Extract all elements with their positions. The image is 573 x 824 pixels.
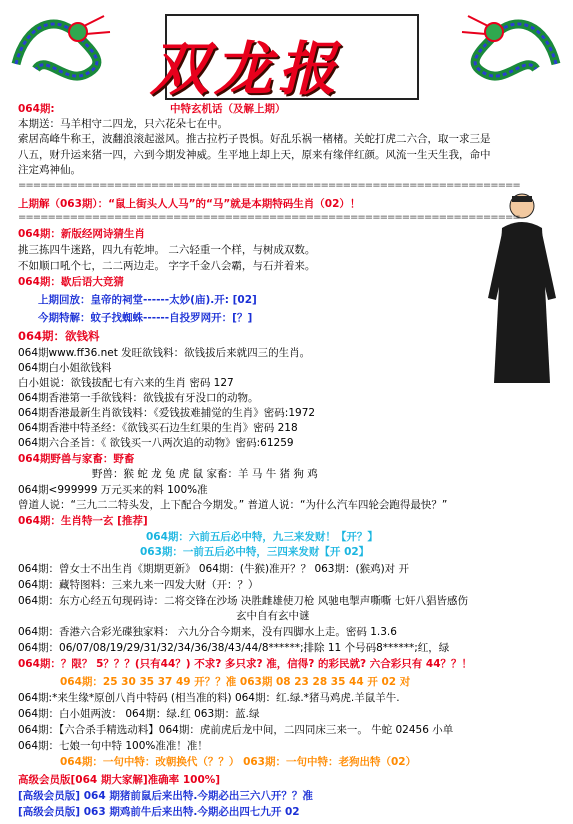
text-line: 曾道人说：“三九二二特头发，上下配合今期发。” 普道人说：“为什么汽车四轮会跑得最快？” bbox=[18, 499, 448, 511]
section-heading: 064期：歇后语大竞猜 bbox=[18, 276, 124, 288]
text-line: 064期<999999 万元买来的料 100%准 bbox=[18, 484, 208, 496]
text-line: 064期：【六合杀手精选动料】064期：虎前虎后龙中间，二四同床三来一。 牛蛇 02456 小单 bbox=[18, 724, 454, 736]
text-line: 八五，财升运来猪一四，六到今期发神威。生平地上却上天，原来有缘伴红颜。风流一生天生我，命中 bbox=[18, 149, 491, 161]
page-title: 双龙报 bbox=[150, 35, 343, 103]
text-line: 064期：曾女士不出生肖《期期更新》 064期：(牛猴)准开？？ 063期：(猴鸡)对 开 bbox=[18, 563, 410, 575]
text-line: 064期六合圣旨：《 欲钱买一八两次追的动物》密码:61259 bbox=[18, 437, 294, 449]
text-line: 064期香港中特圣经：《欲钱买石边生红果的生肖》密码 218 bbox=[18, 422, 298, 434]
section-heading: 064期：生肖特一玄 [推荐] bbox=[18, 515, 148, 527]
text-line: 064期：一句中特：改朝换代（？？） 063期：一句中特：老狗出特（02） bbox=[60, 756, 417, 768]
text-line: 064期香港最新生肖欲钱料：《爱钱拔难捕觉的生肖》密码:1972 bbox=[18, 407, 316, 419]
text-line: 064期：06/07/08/19/29/31/32/34/36/38/43/44/8******;排除 11 个号码8******;红，绿 bbox=[18, 642, 450, 654]
dragon-right-icon bbox=[456, 4, 566, 84]
text-line: 064期：25 30 35 37 49 开？？准 063期 08 23 28 35 44 开 02 对 bbox=[60, 676, 411, 688]
text-line: 注定鸡神仙。 bbox=[18, 164, 81, 176]
text-line: 064期：七娘一句中特 100%准准！准！ bbox=[18, 740, 208, 752]
dragon-left-icon bbox=[6, 4, 116, 84]
text-line: 今期特解：蚊子找蜘蛛------自投罗网开：[？] bbox=[38, 312, 253, 324]
text-line: 064期：香港六合彩光碟独家料： 六九分合今期来，没有四脚水上走。密码 1.3.6 bbox=[18, 626, 397, 638]
text-line: 063期：一前五后必中特，三四来发财【开 02】 bbox=[140, 546, 370, 558]
text-line: 挑三拣四牛迷路，四九有乾坤。 二六轻重一个样，与树成双数。 bbox=[18, 244, 316, 256]
text-line: 玄中自有玄中谜 bbox=[236, 610, 310, 622]
text-line: 白小姐说：欲钱拔配七有六来的生肖 密码 127 bbox=[18, 377, 234, 389]
section-heading: 高级会员版[064 期大家解]准确率 100%] bbox=[18, 774, 221, 786]
text-line: [高级会员版] 064 期猪前鼠后来出特.今期必出三六八开？？准 bbox=[18, 790, 313, 802]
text-line: 064期：六前五后必中特，九三来发财！【开？】 bbox=[146, 531, 378, 543]
text-line: 索居高峰牛称王，波翻浪滚起滋风。推古拉朽子畏惧。好乱乐祸一楮楮。关蛇打虎二六合，取一求三是 bbox=[18, 133, 491, 145]
section-heading: 上期解（063期）：“鼠上街头人人马”的“马”就是本期特码生肖（02）！ bbox=[18, 198, 361, 210]
section-heading: 064期：新版经网诗猜生肖 bbox=[18, 228, 145, 240]
text-line: 064期：藏特图料：三来九来一四发大财（开：？） bbox=[18, 579, 259, 591]
text-line: 064期：白小姐两波： 064期：绿.红 063期：蓝.绿 bbox=[18, 708, 260, 720]
text-line: 不如顺口吼个七，二二两边走。 字字千金八会霸，与石并着来。 bbox=[18, 260, 316, 272]
section-heading: 中特玄机话（及解上期） bbox=[170, 103, 286, 115]
section-heading: 064期：欲钱料 bbox=[18, 329, 100, 343]
section-heading: 064期：？限？ 5？？？(只有44？) 不求? 多只求? 准，信得? 的彩民就? 六合彩只有 44？？！ bbox=[18, 658, 472, 670]
text-line: 064期香港第一手欲钱料：欲钱拔有牙没口的动物。 bbox=[18, 392, 259, 404]
separator: ==================================================================== bbox=[18, 180, 520, 191]
text-line: 064期：东方心经五句现码诗：二将交锋在沙场 决胜雌雄使刀枪 风驰电掣声嘶嘶 七奸八猖皆感伤 bbox=[18, 595, 469, 607]
text-line: 本期送：马羊相守二四龙，只六花朵七在中。 bbox=[18, 118, 228, 130]
separator: ==================================================================== bbox=[18, 212, 520, 223]
text-line: 064期:*来生缘*原创八肖中特码 (相当准的料) 064期：红.绿.*猪马鸡虎.羊鼠羊牛. bbox=[18, 692, 400, 704]
text-line: 野兽：猴 蛇 龙 兔 虎 鼠 家畜：羊 马 牛 猪 狗 鸡 bbox=[92, 468, 318, 480]
text-line: 064期白小姐欲钱料 bbox=[18, 362, 112, 374]
text-line: [高级会员版] 063 期鸡前牛后来出特.今期必出四七九开 02 bbox=[18, 806, 300, 818]
issue-label: 064期: bbox=[18, 103, 55, 115]
text-line: 064期www.ff36.net 发旺欲钱料：欲钱拔后来就四三的生肖。 bbox=[18, 347, 311, 359]
section-heading: 064期野兽与家畜：野畜 bbox=[18, 453, 135, 465]
text-line: 上期回放：皇帝的祠堂------太妙(庙).开: [02] bbox=[38, 294, 257, 306]
